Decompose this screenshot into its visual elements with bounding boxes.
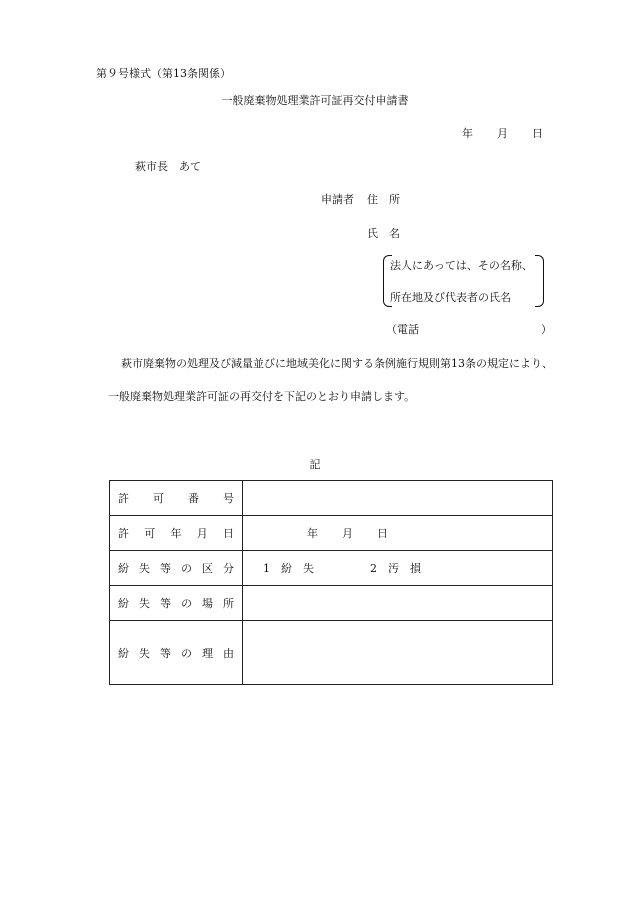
loss-category-field	[243, 551, 553, 586]
table-row	[110, 621, 553, 685]
corporate-note-line-1: 法人にあっては、その名称、	[390, 259, 533, 272]
phone-close-paren: ）	[541, 323, 552, 336]
row-label-permit-number: 許可番号	[110, 481, 243, 516]
record-heading: 記	[309, 458, 321, 471]
permit-date-day: 日	[377, 527, 388, 540]
permit-date-year: 年	[307, 527, 318, 540]
form-number: 第９号様式（第13条関係）	[96, 67, 231, 80]
loss-location-field[interactable]	[243, 586, 553, 621]
body-text-line-2: 一般廃棄物処理業許可証の再交付を下記のとおり申請します。	[108, 390, 416, 403]
permit-number-field[interactable]	[243, 481, 553, 516]
loss-reason-field[interactable]	[243, 621, 553, 685]
name-label: 氏 名	[367, 227, 400, 240]
record-table	[109, 480, 553, 685]
row-label-loss-reason: 紛失等の理由	[110, 621, 243, 685]
address-label: 住 所	[367, 193, 400, 206]
table-row	[110, 586, 553, 621]
addressee: 萩市長 あて	[135, 160, 201, 173]
row-label-loss-category: 紛失等の区分	[110, 551, 243, 586]
date-day: 日	[532, 127, 543, 140]
date-year: 年	[462, 127, 473, 140]
corporate-note-line-2: 所在地及び代表者の氏名	[390, 291, 511, 304]
option-damaged[interactable]: 2 汚 損	[370, 562, 421, 575]
document-title: 一般廃棄物処理業許可証再交付申請書	[221, 94, 409, 107]
table-row	[110, 481, 553, 516]
applicant-label: 申請者	[321, 193, 354, 206]
bracket-right	[535, 255, 544, 307]
permit-date-month: 月	[342, 527, 353, 540]
phone-label: （電話	[386, 323, 419, 336]
row-label-loss-location: 紛失等の場所	[110, 586, 243, 621]
row-label-permit-date: 許可年月日	[110, 516, 243, 551]
option-lost[interactable]: 1 紛 失	[263, 562, 314, 575]
permit-date-field[interactable]	[243, 516, 553, 551]
table-row	[110, 551, 553, 586]
date-month: 月	[497, 127, 508, 140]
body-text-line-1: 萩市廃棄物の処理及び減量並びに地域美化に関する条例施行規則第13条の規定により、	[121, 357, 553, 370]
table-row	[110, 516, 553, 551]
application-date	[462, 127, 543, 141]
